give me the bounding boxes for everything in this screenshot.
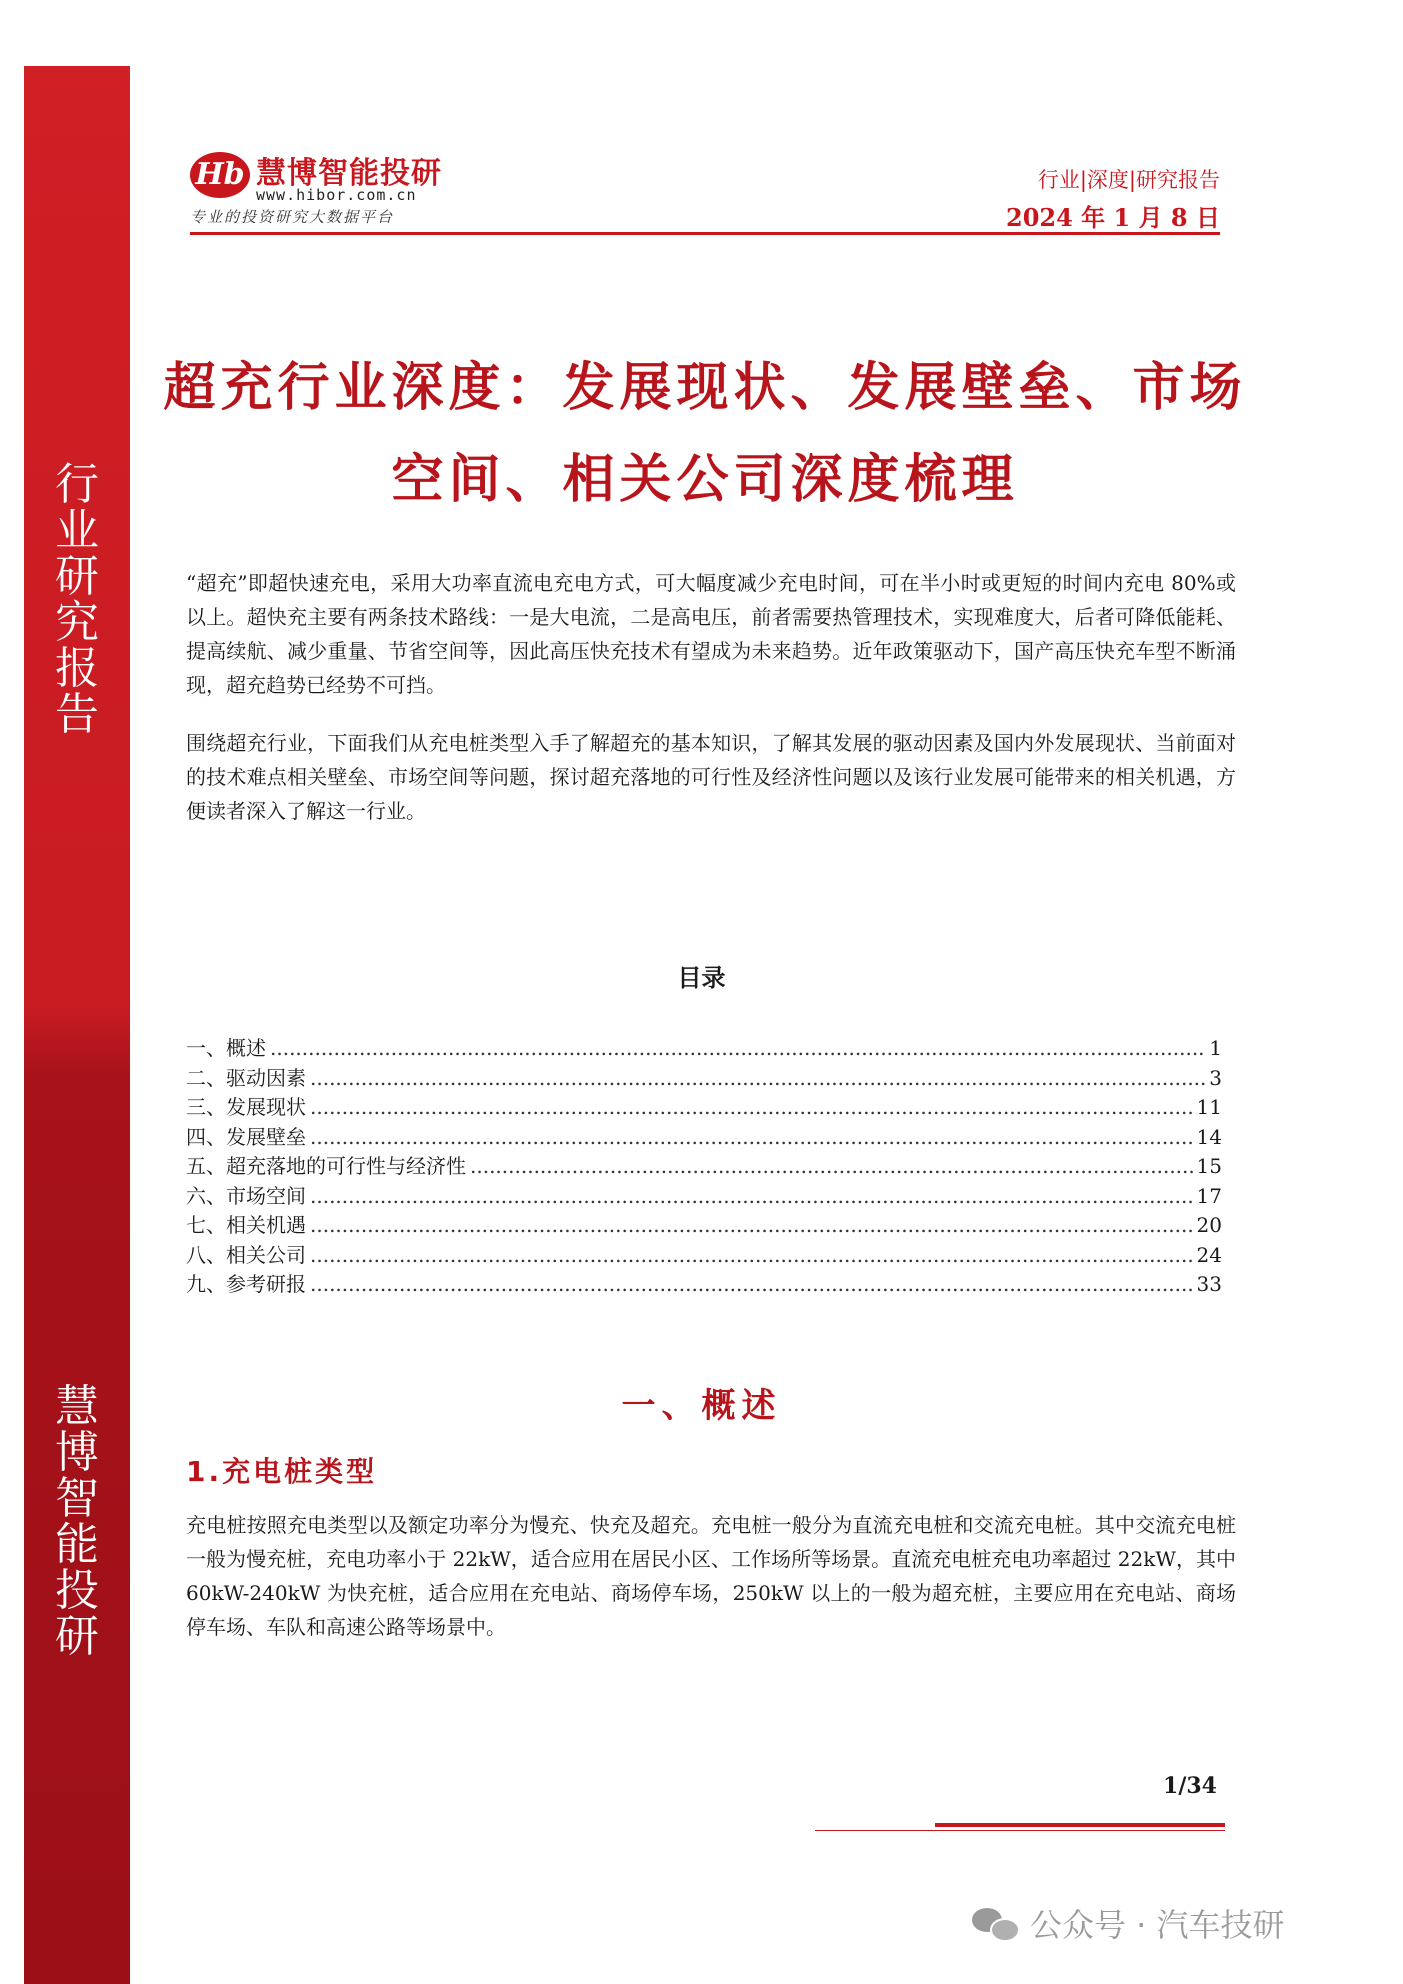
- toc-leader-dots: [310, 1243, 1193, 1267]
- toc-leader-dots: [470, 1154, 1193, 1178]
- watermark: [972, 1900, 1285, 1946]
- sidebar-band: [24, 66, 130, 1984]
- toc-entry-page: 17: [1196, 1183, 1222, 1208]
- toc-entry-label: 三、发展现状: [186, 1095, 306, 1119]
- toc-leader-dots: [310, 1184, 1193, 1208]
- toc-entry[interactable]: [186, 1091, 1222, 1121]
- sub-heading: 1.充电桩类型: [186, 1455, 378, 1488]
- toc-entry-label: 八、相关公司: [186, 1242, 306, 1267]
- sidebar-label-top: [24, 459, 130, 740]
- toc-entry[interactable]: [186, 1150, 1222, 1180]
- section-body: 充电桩按照充电类型以及额定功率分为慢充、快充及超充。充电桩一般分为直流充电桩和交流充电桩。其中交流充电桩一般为慢充桩，充电功率小于 22kW，适合应用在居民小区、工作场所等场景。直流充电桩充电功率超过 22kW，其中 60kW-240kW 为快充桩，适合应用在充电站、商场停车场，250kW 以上的一般为超充桩，主要应用在充电站、商场停车场、车队和高速公路等场景中。: [186, 1513, 1236, 1639]
- toc-entry[interactable]: [186, 1209, 1222, 1239]
- toc-entry[interactable]: [186, 1032, 1222, 1062]
- page-header: [190, 148, 1220, 238]
- toc-entry-label: 四、发展壁垒: [186, 1124, 306, 1149]
- toc-entry[interactable]: [186, 1062, 1222, 1092]
- sidebar-top-text: 行业研究报告: [55, 459, 99, 740]
- toc-entry-label: 二、驱动因素: [186, 1065, 306, 1090]
- logo-icon: Hb: [190, 152, 250, 198]
- toc-entry-page: 15: [1196, 1154, 1222, 1178]
- page-title: [160, 342, 1250, 526]
- wechat-icon: [972, 1906, 1018, 1940]
- toc-entry-page: 24: [1196, 1242, 1222, 1267]
- logo-name: 慧博智能投研: [256, 156, 442, 191]
- toc-leader-dots: [310, 1125, 1193, 1149]
- toc-leader-dots: [310, 1272, 1193, 1296]
- toc-entry-page: 14: [1196, 1124, 1222, 1149]
- toc-leader-dots: [310, 1213, 1193, 1237]
- toc-entry-page: 11: [1196, 1095, 1222, 1119]
- toc-entry-label: 六、市场空间: [186, 1183, 306, 1208]
- toc-entry-label: 五、超充落地的可行性与经济性: [186, 1154, 466, 1178]
- report-type: 行业|深度|研究报告: [1037, 168, 1220, 192]
- toc-entry-label: 七、相关机遇: [186, 1213, 306, 1237]
- logo-url: www.hibor.com.cn: [256, 186, 417, 204]
- page-number: 1/34: [1163, 1773, 1217, 1799]
- toc-entry-page: 3: [1209, 1065, 1222, 1090]
- toc-entry-page: 33: [1196, 1272, 1222, 1296]
- toc-entry-label: 一、概述: [186, 1036, 266, 1060]
- logo-slogan: 专业的投资研究大数据平台: [190, 208, 395, 226]
- toc-entry-label: 九、参考研报: [186, 1272, 306, 1296]
- header-divider: [190, 232, 1220, 235]
- toc-entry-page: 1: [1209, 1036, 1222, 1060]
- toc-entry-page: 20: [1196, 1213, 1222, 1237]
- toc-entry[interactable]: [186, 1121, 1222, 1151]
- sidebar-bottom-text: 慧博智能投研: [55, 1381, 99, 1662]
- toc-entry[interactable]: [186, 1180, 1222, 1210]
- toc-entry[interactable]: [186, 1239, 1222, 1269]
- report-date: 2024 年 1 月 8 日: [1006, 203, 1220, 232]
- toc-leader-dots: [310, 1095, 1193, 1119]
- toc-leader-dots: [310, 1066, 1205, 1090]
- toc-leader-dots: [270, 1036, 1205, 1060]
- watermark-text: 公众号 · 汽车技研: [1030, 1906, 1285, 1944]
- intro-paragraph-1: “超充”即超快速充电，采用大功率直流电充电方式，可大幅度减少充电时间，可在半小时或更短的时间内充电 80%或以上。超快充主要有两条技术路线：一是大电流，二是高电压，前者需要热管理技术，实现难度大，后者可降低能耗、提高续航、减少重量、节省空间等，因此高压快充技术有望成为未来趋势。近年政策驱动下，国产高压快充车型不断涌现，超充趋势已经势不可挡。: [186, 571, 1236, 697]
- table-of-contents: [186, 1032, 1222, 1298]
- section-heading: 一、概述: [621, 1386, 782, 1426]
- intro-paragraph-2: 围绕超充行业，下面我们从充电桩类型入手了解超充的基本知识，了解其发展的驱动因素及国内外发展现状、当前面对的技术难点相关壁垒、市场空间等问题，探讨超充落地的可行性及经济性问题以及该行业发展可能带来的相关机遇，方便读者深入了解这一行业。: [186, 731, 1236, 823]
- title-line-1: 超充行业深度：发展现状、发展壁垒、市场: [163, 358, 1247, 418]
- toc-heading: 目录: [677, 964, 726, 992]
- title-line-2: 空间、相关公司深度梳理: [391, 450, 1019, 510]
- toc-entry[interactable]: [186, 1268, 1222, 1298]
- footer-divider-thick: [935, 1823, 1225, 1827]
- footer-divider-thin: [815, 1830, 1225, 1831]
